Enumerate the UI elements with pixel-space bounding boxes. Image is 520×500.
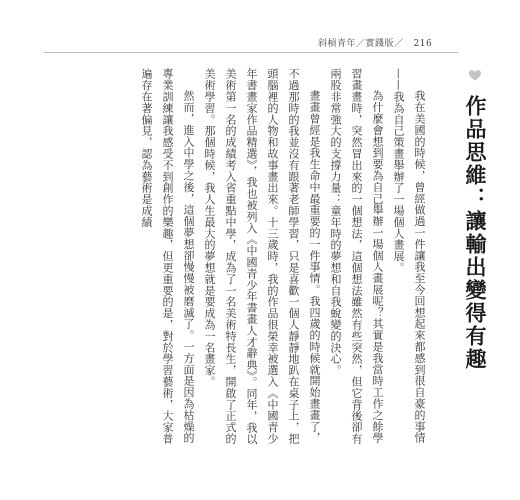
body-text [136,68,430,448]
section-title: 作品思維：讓輸出變得有趣 [463,95,487,372]
section-heading [444,68,490,371]
page-number: 216 [413,39,433,49]
running-head [318,36,432,49]
paragraph-4: 然而，進入中學之後，這個夢想卻慢慢被磨滅了。一方面是因為枯燥的專業訓練讓我感受不到創作的樂趣，但更重要的是，對於學習藝術，大家普遍存在著偏見，認為藝術是成績 [140,68,195,445]
header-rule [44,52,458,53]
heart-icon [471,68,485,82]
paragraph-2: 為什麼會想到要為自己舉辦一場個人畫展呢？其實是我當時工作之餘學習畫畫時，突然冒出來的一個想法，這個想法雖然有些突然，但它背後卻有兩股非常強大的支撐力量：童年時的夢想和自我蛻變的決心。 [329,68,384,445]
book-title: 斜槓青年／實踐版／ [318,39,404,49]
paragraph-1: 我在美國的時候，曾經做過一件讓我至今回想起來都感到很自豪的事情——我為自己策畫舉辦了一場個人畫展。 [392,68,426,444]
paragraph-3: 畫畫曾經是我生命中最重要的一件事情。我四歲的時候就開始畫畫了，不過那時的我並沒有跟著老師學習，只是喜歡一個人靜靜地趴在桌子上，把頭腦裡的人物和故事畫出來。十三歲時，我的作品很榮幸被選入《中國青少年書畫家作品精選》，我也被列入《中國青少年書畫人才辭典》。同年，我以美術第一名的成績考入省重點中學，成為了一名美術特長生，開啟了正式的美術學習。那個時候，我人生最大的夢想就是要成為一名畫家。 [203,68,321,445]
